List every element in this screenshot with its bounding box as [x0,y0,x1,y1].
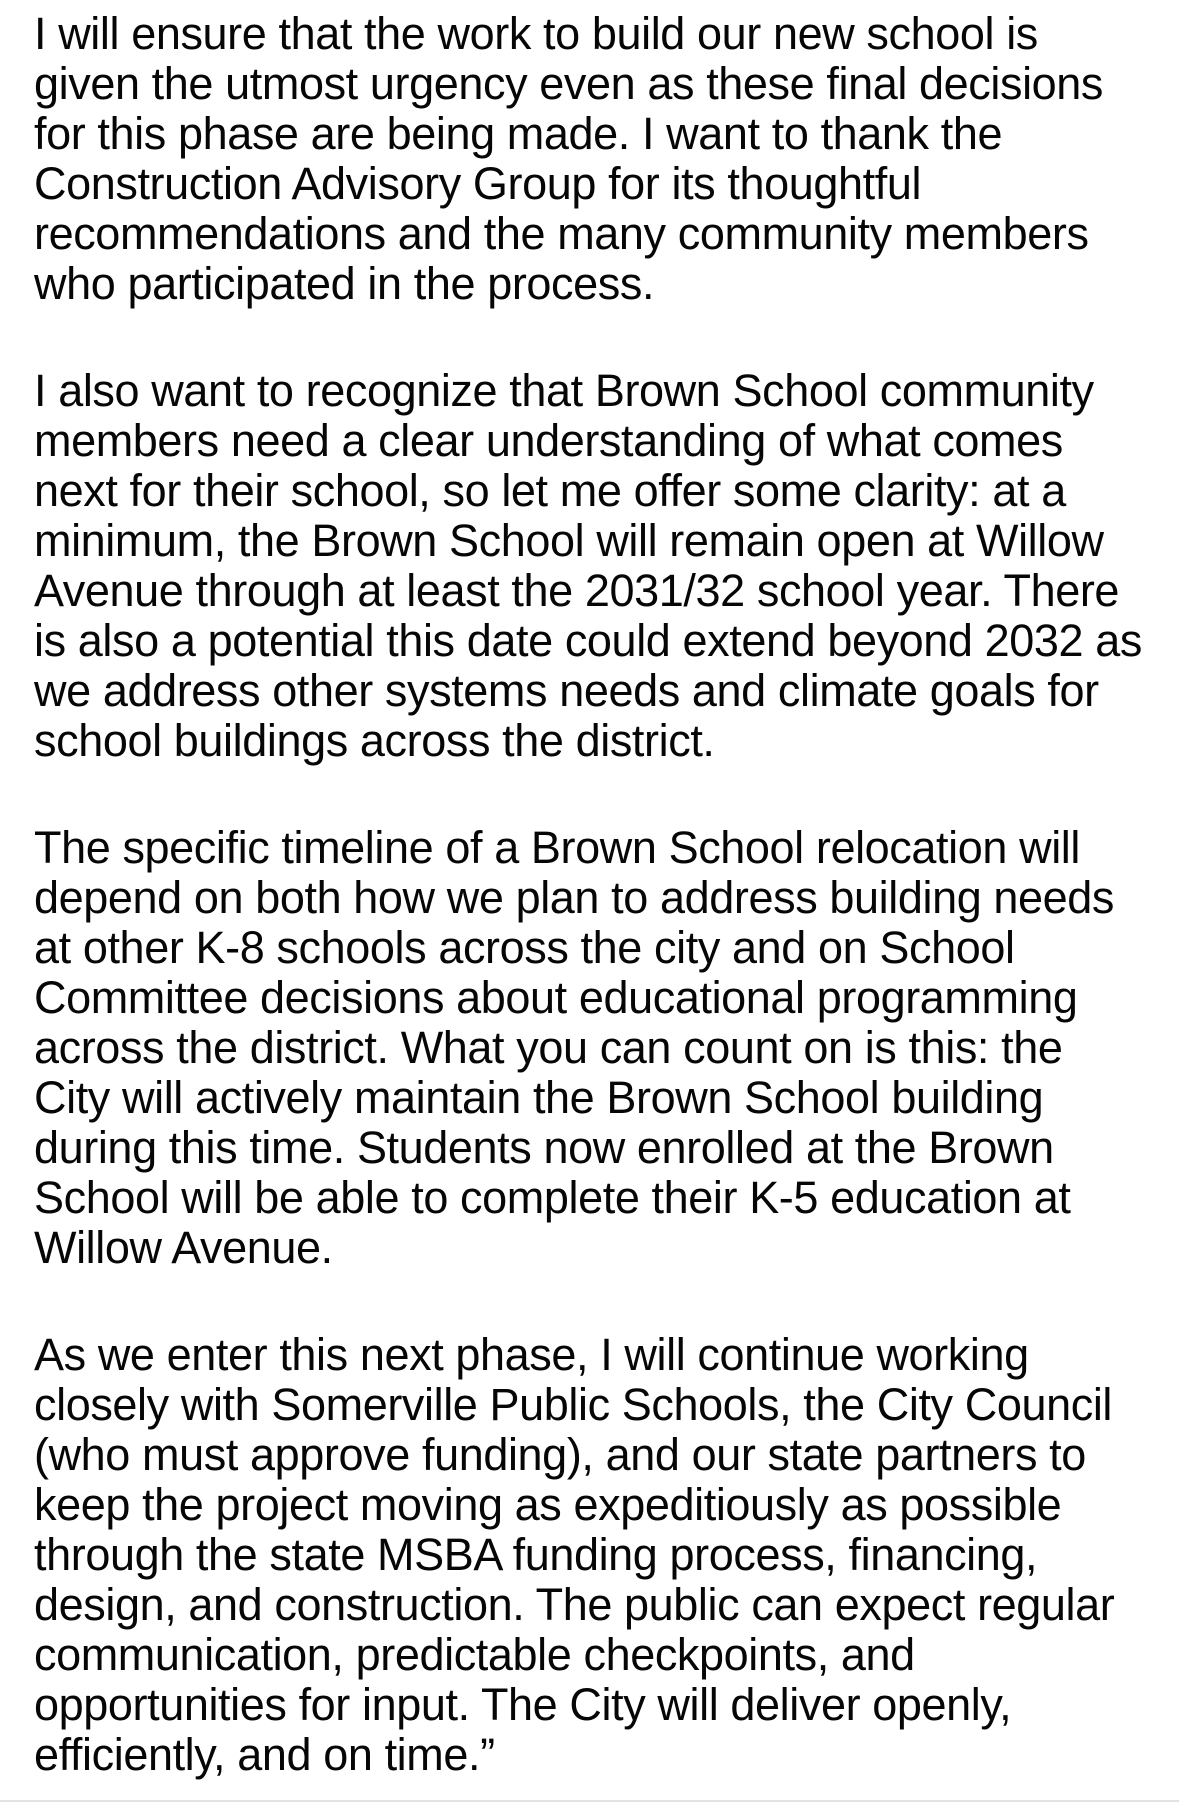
text-line: depend on both how we plan to address building needs [34,872,1115,923]
text-line: Willow Avenue. [34,1222,333,1273]
paragraph-4 [34,1330,1151,1780]
paragraph-1 [34,9,1151,309]
text-line: design, and construction. The public can expect regular [34,1579,1115,1630]
text-line: efficiently, and on time.” [34,1729,495,1780]
text-line: members need a clear understanding of what comes [34,415,1063,466]
text-line: minimum, the Brown School will remain open at Willow [34,515,1104,566]
text-line: next for their school, so let me offer some clarity: at a [34,465,1066,516]
text-line: Avenue through at least the 2031/32 school year. There [34,565,1120,616]
text-line: who participated in the process. [34,258,655,309]
text-line: at other K-8 schools across the city and on School [34,922,1015,973]
text-line: I will ensure that the work to build our new school is [34,8,1038,59]
text-line: during this time. Students now enrolled at the Brown [34,1122,1054,1173]
text-line: Construction Advisory Group for its thoughtful [34,158,922,209]
text-line: opportunities for input. The City will deliver openly, [34,1679,1012,1730]
paragraph-3 [34,823,1151,1273]
text-line: for this phase are being made. I want to thank the [34,108,1003,159]
text-line: across the district. What you can count on is this: the [34,1022,1063,1073]
text-line: recommendations and the many community members [34,208,1089,259]
text-line: (who must approve funding), and our state partners to [34,1429,1086,1480]
article-text [34,9,1151,1780]
text-line: closely with Somerville Public Schools, the City Council [34,1379,1113,1430]
text-line: through the state MSBA funding process, financing, [34,1529,1038,1580]
text-line: The specific timeline of a Brown School relocation will [34,822,1080,873]
text-line: we address other systems needs and climate goals for [34,665,1099,716]
text-line: City will actively maintain the Brown School building [34,1072,1044,1123]
text-line: communication, predictable checkpoints, and [34,1629,915,1680]
text-line: is also a potential this date could extend beyond 2032 as [34,615,1143,666]
text-line: school buildings across the district. [34,715,715,766]
paragraph-2 [34,366,1151,766]
text-line: given the utmost urgency even as these final decisions [34,58,1104,109]
text-line: I also want to recognize that Brown School community [34,365,1094,416]
text-line: School will be able to complete their K-5 education at [34,1172,1071,1223]
text-line: keep the project moving as expeditiously as possible [34,1479,1062,1530]
text-line: As we enter this next phase, I will continue working [34,1329,1029,1380]
text-line: Committee decisions about educational programming [34,972,1078,1023]
bottom-divider [0,1800,1179,1802]
